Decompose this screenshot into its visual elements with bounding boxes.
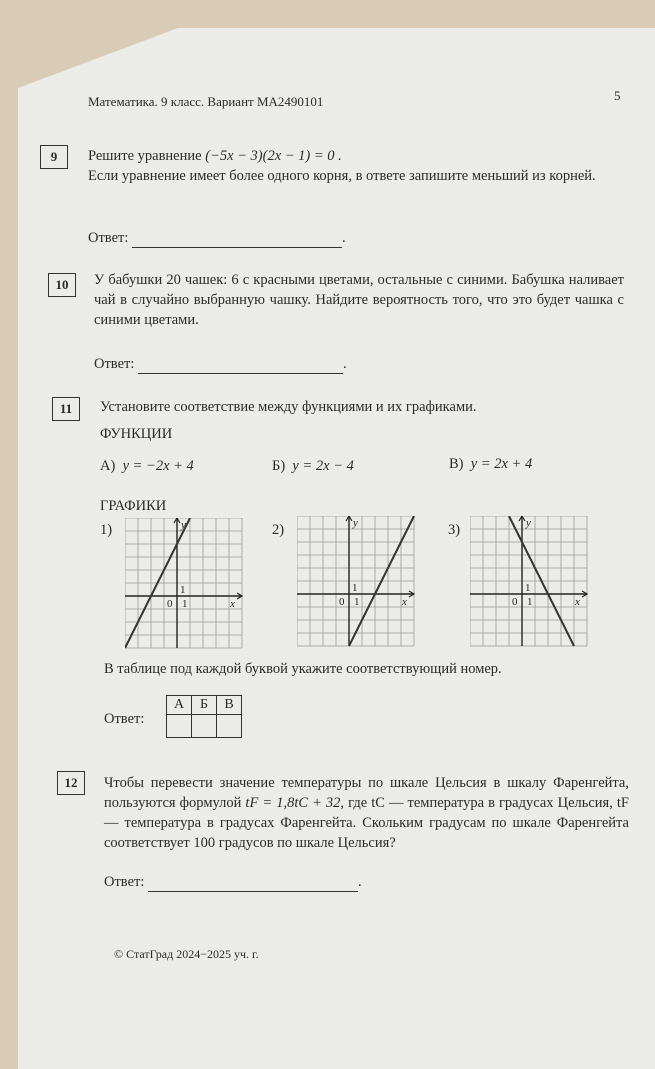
answer-cell-a[interactable] — [167, 715, 192, 738]
page-number: 5 — [614, 88, 621, 103]
y-unit-label: 1 — [352, 582, 358, 594]
q12-formula: tF = 1,8tC + 32 — [245, 795, 341, 811]
y-axis-label: y — [181, 519, 186, 531]
question-number-11: 11 — [52, 397, 80, 421]
x-axis-label: x — [230, 598, 235, 610]
answer-label: Ответ: — [94, 356, 135, 372]
graph-2 — [297, 516, 417, 651]
footer-copyright: © СтатГрад 2024−2025 уч. г. — [114, 947, 259, 961]
answer-cell-b[interactable] — [192, 715, 217, 738]
x-unit-label: 1 — [354, 596, 360, 608]
question-12-statement — [104, 773, 629, 853]
answer-table — [166, 695, 242, 738]
table-header-b: Б — [192, 696, 217, 715]
y-axis-label: y — [353, 517, 358, 529]
x-unit-label: 1 — [182, 598, 188, 610]
origin-label: 0 — [167, 598, 173, 610]
graphs-title: ГРАФИКИ — [100, 498, 167, 514]
graph-2-label: 2) — [272, 522, 285, 538]
graph-3-label: 3) — [448, 522, 461, 538]
function-c — [449, 454, 532, 474]
function-letter: Б) — [272, 458, 286, 474]
graph-1-label: 1) — [100, 522, 113, 538]
x-unit-label: 1 — [527, 596, 533, 608]
answer-line[interactable] — [132, 233, 342, 248]
question-number-10: 10 — [48, 273, 76, 297]
q12-text-a: Чтобы перевести значение температуры по шкале Цельсия в шкалу Фаренгейта, пользуются формулой — [104, 775, 629, 811]
page-header-title: Математика. 9 класс. Вариант МА2490101 — [88, 94, 324, 109]
graph-3 — [470, 516, 590, 651]
answer-cell-c[interactable] — [217, 715, 242, 738]
graph-1 — [125, 518, 245, 653]
question-10-statement: У бабушки 20 чашек: 6 с красными цветами, остальные с синими. Бабушка наливает чай в случайно выбранную чашку. Найдите вероятность того, что это будет чашка с синими цветами. — [94, 272, 624, 328]
function-b — [272, 456, 354, 476]
function-a — [100, 456, 194, 476]
functions-title: ФУНКЦИИ — [100, 426, 173, 442]
answer-line[interactable] — [148, 877, 358, 892]
question-9-answer: Ответ: . — [88, 230, 346, 246]
question-9-instruction: Если уравнение имеет более одного корня, в ответе запишите меньший из корней. — [88, 168, 596, 184]
function-formula: y = 2x + 4 — [470, 456, 533, 472]
function-formula: y = −2x + 4 — [122, 458, 194, 474]
question-number-9: 9 — [40, 145, 68, 169]
question-10-answer: Ответ: . — [94, 356, 347, 372]
answer-label: Ответ: — [104, 711, 145, 727]
question-11-statement: Установите соответствие между функциями и их графиками. — [100, 399, 477, 415]
origin-label: 0 — [512, 596, 518, 608]
answer-label: Ответ: — [88, 230, 129, 246]
question-number-12: 12 — [57, 771, 85, 795]
q9-equation: (−5x − 3)(2x − 1) = 0 . — [205, 148, 342, 164]
origin-label: 0 — [339, 596, 345, 608]
function-letter: В) — [449, 456, 464, 472]
q12-text-b: , где tC — температура в градусах Цельсия, tF — температура в градусах Фаренгейта. Скольким градусам по шкале Фаренгейта соответствует 100 градусов по шкале Цельсия? — [104, 795, 629, 851]
y-axis-label: y — [526, 517, 531, 529]
answer-line[interactable] — [138, 359, 343, 374]
y-unit-label: 1 — [180, 584, 186, 596]
x-axis-label: x — [575, 596, 580, 608]
y-unit-label: 1 — [525, 582, 531, 594]
question-12-answer: Ответ: . — [104, 874, 362, 890]
answer-label: Ответ: — [104, 874, 145, 890]
table-header-a: А — [167, 696, 192, 715]
function-formula: y = 2x − 4 — [292, 458, 354, 474]
table-header-c: В — [217, 696, 242, 715]
function-letter: А) — [100, 458, 116, 474]
x-axis-label: x — [402, 596, 407, 608]
table-instruction: В таблице под каждой буквой укажите соответствующий номер. — [104, 661, 502, 677]
question-9-statement — [88, 146, 623, 166]
q9-prefix: Решите уравнение — [88, 148, 206, 164]
